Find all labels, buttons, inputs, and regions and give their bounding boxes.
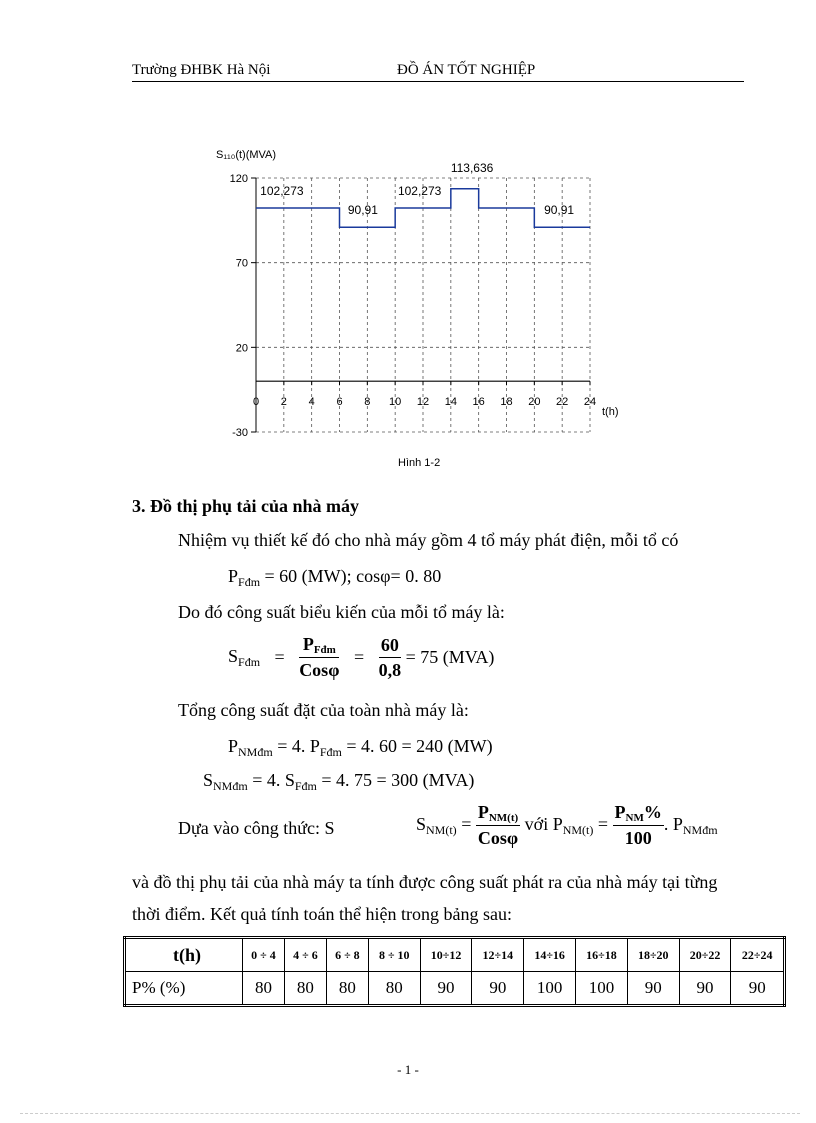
- chart-caption: Hình 1-2: [398, 457, 441, 469]
- pnm-formula: $P_{NMđm} = 4$. $P_{Fđm} = 4$. 60 = 240 (MW): [228, 736, 493, 759]
- paragraph-3: Tổng công suất đặt của toàn nhà máy là:: [178, 700, 469, 720]
- table-header-cell: t(h): [125, 938, 243, 972]
- x-tick-label: 4: [308, 396, 315, 409]
- paragraph-4: và đồ thị phụ tải của nhà máy ta tính được công suất phát ra của nhà máy tại từng: [132, 872, 718, 892]
- header-school: Trường ĐHBK Hà Nội: [132, 62, 271, 78]
- x-tick-label: 20: [528, 396, 541, 409]
- table-row-time: t(h) 0 ÷ 4 4 ÷ 6 6 ÷ 8 8 ÷ 10 10÷12 12÷14 14÷16 16÷18 18÷20 20÷22 22÷24: [125, 938, 785, 972]
- data-label: 102,273: [260, 184, 304, 199]
- x-tick-label: 18: [500, 396, 513, 409]
- formula-intro: Dựa vào công thức: S: [178, 818, 335, 838]
- paragraph-2: Do đó công suất biểu kiến của mỗi tổ máy là:: [178, 602, 505, 622]
- x-tick-label: 12: [416, 396, 430, 409]
- power-table: [123, 936, 786, 1007]
- y-tick-label: -30: [232, 427, 248, 439]
- x-tick-label: 10: [389, 396, 402, 409]
- header-title: ĐỒ ÁN TỐT NGHIỆP: [397, 62, 536, 78]
- x-tick-label: 8: [364, 396, 371, 409]
- x-tick-label: 0: [252, 396, 260, 409]
- x-axis-label: t(h): [602, 406, 619, 418]
- chart-grid: [256, 178, 590, 432]
- y-axis-label: S₁₁₀(t)(MVA): [216, 149, 277, 161]
- data-label: 113,636: [450, 160, 494, 175]
- table-row-label: P% (%): [125, 972, 243, 1006]
- paragraph-5: thời điểm. Kết quả tính toán thể hiện trong bảng sau:: [132, 904, 512, 924]
- section-heading: 3. Đồ thị phụ tải của nhà máy: [132, 496, 360, 516]
- x-tick-label: 22: [556, 396, 569, 409]
- x-tick-label: 14: [444, 396, 457, 409]
- x-tick-label: 16: [472, 396, 485, 409]
- pfdm-formula: $P_{Fđm} = 60$ (MW); cosφ= 0. 80: [228, 566, 442, 589]
- x-tick-label: 24: [583, 396, 597, 409]
- load-chart: [190, 140, 640, 480]
- header-rule: [132, 81, 744, 82]
- snm-formula: $S_{NMđm} = 4$. $S_{Fđm} = 4$. 75 = 300 (MVA): [203, 770, 475, 793]
- page-bottom-divider: [20, 1113, 800, 1114]
- x-tick-label: 2: [280, 396, 287, 409]
- y-tick-label: 20: [235, 342, 248, 355]
- paragraph-1: Nhiệm vụ thiết kế đó cho nhà máy gồm 4 tổ máy phát điện, mỗi tổ có: [178, 530, 679, 550]
- y-tick-label: 70: [235, 257, 248, 270]
- sfdm-formula: $S_{Fđm}$ = $\frac{\text{PFđm}}{\text{Cosφ}}$ = $\frac{60}{0,8}$ = 75 (MVA): [228, 634, 495, 680]
- x-tick-label: 6: [336, 396, 343, 409]
- chart-ticks: [230, 173, 596, 439]
- y-tick-label: 120: [229, 173, 248, 185]
- snm-t-formula: $S_{NM(t)}$ = $\frac{\text{PNM(t)}}{\text{Cosφ}}$ với $P_{NM(t)}$ = $\frac{\text{PNM\%}}{100}$ . $P_{NMđm}$: [416, 802, 718, 848]
- data-label: 90,91: [347, 203, 378, 218]
- page-number: - 1 -: [397, 1062, 419, 1077]
- table-row-power: P% (%) 80 80 80 80 90 90 100 100 90 90 90: [125, 972, 785, 1006]
- chart-data-labels: [260, 161, 574, 217]
- data-label: 90,91: [544, 203, 575, 218]
- data-label: 102,273: [397, 184, 442, 199]
